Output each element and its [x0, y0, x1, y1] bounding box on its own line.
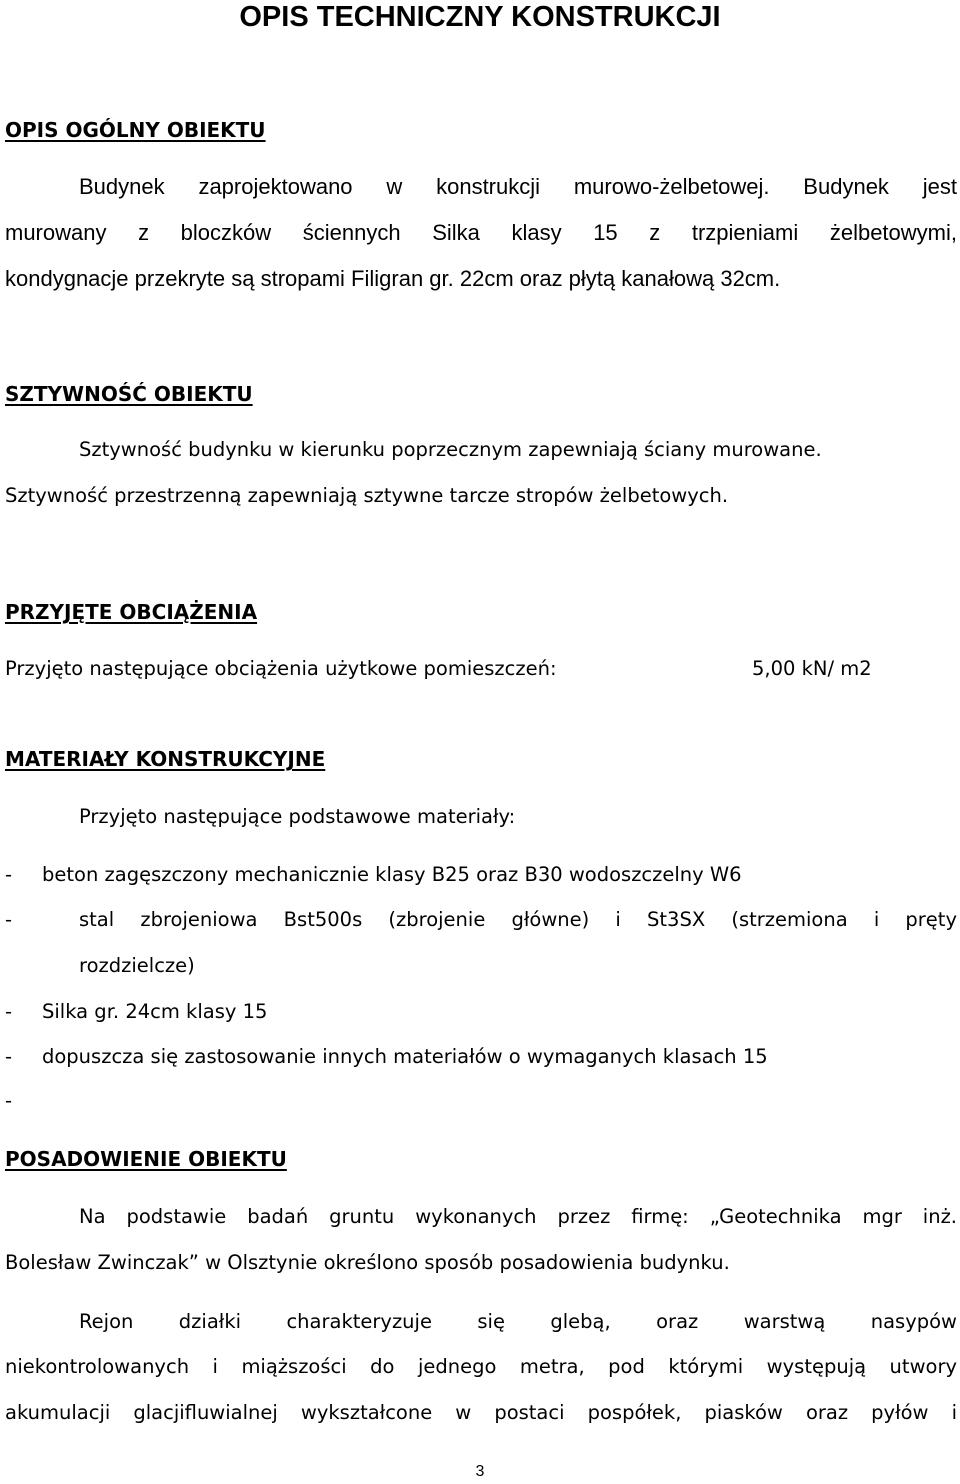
page-number: 3	[475, 1463, 485, 1480]
material-item-steel-cont: rozdzielcze)	[79, 954, 195, 977]
general-line-1: Budynek zaprojektowano w konstrukcji murowo-żelbetowej. Budynek jest	[79, 174, 957, 199]
material-item-other: dopuszcza się zastosowanie innych materiałów o wymaganych klasach 15	[42, 1045, 768, 1068]
loads-value: 5,00 kN/ m2	[752, 657, 872, 680]
list-dash: -	[5, 1089, 13, 1112]
list-dash: -	[5, 863, 13, 886]
list-dash: -	[5, 1000, 13, 1023]
foundation-p1-line-2: Bolesław Zwinczak” w Olsztynie określono sposób posadowienia budynku.	[5, 1251, 730, 1274]
stiffness-line-1: Sztywność budynku w kierunku poprzecznym zapewniają ściany murowane.	[79, 438, 822, 461]
heading-loads: PRZYJĘTE OBCIĄŻENIA	[5, 600, 258, 624]
heading-general: OPIS OGÓLNY OBIEKTU	[5, 118, 266, 142]
materials-intro: Przyjęto następujące podstawowe materiały:	[79, 805, 516, 828]
stiffness-line-2: Sztywność przestrzenną zapewniają sztywne tarcze stropów żelbetowych.	[5, 484, 729, 507]
page-title: OPIS TECHNICZNY KONSTRUKCJI	[239, 1, 721, 33]
material-item-silka: Silka gr. 24cm klasy 15	[42, 1000, 268, 1023]
loads-label: Przyjęto następujące obciążenia użytkowe pomieszczeń:	[5, 657, 557, 680]
list-dash: -	[5, 908, 13, 931]
foundation-p2-line-2: niekontrolowanych i miąższości do jednego metra, pod którymi występują utwory	[5, 1355, 957, 1378]
heading-materials: MATERIAŁY KONSTRUKCYJNE	[5, 747, 326, 771]
foundation-p1-line-1: Na podstawie badań gruntu wykonanych przez firmę: „Geotechnika mgr inż.	[79, 1205, 957, 1228]
foundation-p2-line-1: Rejon działki charakteryzuje się glebą, oraz warstwą nasypów	[79, 1310, 957, 1333]
foundation-p2-line-3: akumulacji glacjifluwialnej wykształcone w postaci pospółek, piasków oraz pyłów i	[5, 1401, 957, 1424]
general-line-3: kondygnacje przekryte są stropami Filigran gr. 22cm oraz płytą kanałową 32cm.	[5, 266, 781, 291]
general-line-2: murowany z bloczków ściennych Silka klasy 15 z trzpieniami żelbetowymi,	[5, 220, 957, 245]
material-item-steel: stal zbrojeniowa Bst500s (zbrojenie główne) i St3SX (strzemiona i pręty	[79, 908, 957, 931]
heading-foundation: POSADOWIENIE OBIEKTU	[5, 1147, 287, 1171]
list-dash: -	[5, 1045, 13, 1068]
material-item-concrete: beton zagęszczony mechanicznie klasy B25 oraz B30 wodoszczelny W6	[42, 863, 742, 886]
heading-stiffness: SZTYWNOŚĆ OBIEKTU	[5, 382, 253, 406]
